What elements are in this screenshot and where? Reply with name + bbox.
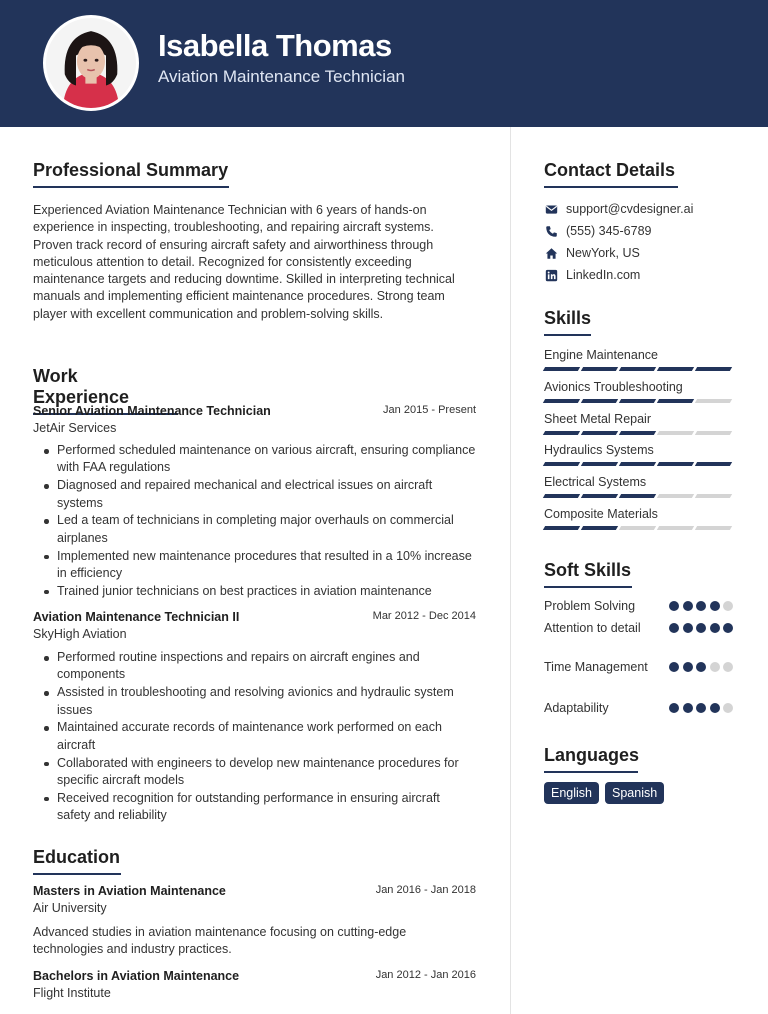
rating-dot-filled [696,623,706,633]
degree-title: Bachelors in Aviation Maintenance [33,969,240,983]
skill-segment-empty [695,494,732,498]
skill-segment-filled [543,462,580,466]
skill-segment-filled [619,367,656,371]
rating-dot-filled [683,623,693,633]
skill-segment-filled [695,367,732,371]
education-entry [33,969,476,1000]
rating-dot-filled [696,662,706,672]
soft-skill-item [544,598,734,616]
language-badge: English [544,782,599,804]
skills-section [544,308,591,336]
rating-dot-empty [723,601,733,611]
soft-skill-name: Adaptability [544,701,609,715]
skill-level-bar [544,494,734,498]
skill-segment-empty [695,431,732,435]
skill-level-bar [544,367,734,371]
profile-photo [46,18,136,108]
job-title: Senior Aviation Maintenance Technician [33,404,271,418]
rating-dot-filled [669,662,679,672]
skill-segment-empty [657,431,694,435]
rating-dot-filled [683,662,693,672]
skill-segment-empty [657,526,694,530]
home-icon [544,246,558,260]
company-name: JetAir Services [33,421,117,435]
bullet-item: Diagnosed and repaired mechanical and electrical issues on aircraft systems [33,477,476,512]
skill-segment-empty [657,494,694,498]
rating-dot-filled [669,601,679,611]
column-divider [510,127,511,1014]
school-name: Air University [33,901,107,915]
skill-name: Avionics Troubleshooting [544,380,683,394]
bullet-item: Performed routine inspections and repairs on aircraft engines and components [33,649,476,684]
soft-skill-rating [669,623,733,633]
skill-segment-filled [543,526,580,530]
education-date: Jan 2016 - Jan 2018 [375,884,476,896]
contact-heading: Contact Details [544,160,678,188]
contact-email[interactable] [544,202,693,216]
job-date: Mar 2012 - Dec 2014 [372,610,476,622]
rating-dot-filled [710,623,720,633]
summary-text: Experienced Aviation Maintenance Technician with 6 years of hands-on experience in inspecting, troubleshooting, and repairing aircraft systems. Proven track record of ensuring aircraft safety and airworthiness through meticulous attention to detail. Recognized for consistently exceeding maintenance targets and reducing downtime. Skilled in interpreting technical manuals and implementing efficient maintenance procedures. Strong team player with excellent communication and problem-solving skills. [33,203,455,321]
soft-skill-item [544,700,734,718]
job-bullets [33,649,476,825]
job-title: Aviation Maintenance Technician II [33,610,240,624]
skill-segment-filled [543,399,580,403]
skill-segment-filled [581,526,618,530]
skill-item [544,475,734,498]
soft-skill-name: Attention to detail [544,621,641,635]
soft-skill-item [544,620,734,638]
phone-icon [544,224,558,238]
skill-name: Sheet Metal Repair [544,412,652,426]
education-heading: Education [33,847,121,875]
linkedin-icon [544,268,558,282]
education-date: Jan 2012 - Jan 2016 [375,969,476,981]
rating-dot-filled [696,703,706,713]
job-entry [33,404,476,435]
rating-dot-empty [723,703,733,713]
language-badge: Spanish [605,782,664,804]
skill-segment-filled [581,494,618,498]
skill-item [544,507,734,530]
bullet-item: Trained junior technicians on best practices in aviation maintenance [33,583,476,600]
rating-dot-empty [710,662,720,672]
candidate-title: Aviation Maintenance Technician [158,67,405,86]
soft-skill-rating [669,601,733,611]
bullet-item: Assisted in troubleshooting and resolving avionics and hydraulic system issues [33,684,476,719]
skill-segment-filled [657,367,694,371]
skill-level-bar [544,399,734,403]
rating-dot-empty [723,662,733,672]
skill-item [544,380,734,403]
soft-skill-item [544,659,734,677]
skill-segment-empty [619,526,656,530]
languages-section [544,745,638,773]
skill-segment-filled [619,462,656,466]
skill-segment-filled [543,367,580,371]
bullet-item: Performed scheduled maintenance on various aircraft, ensuring compliance with FAA regulations [33,442,476,477]
soft-skill-name: Problem Solving [544,599,636,613]
school-name: Flight Institute [33,986,111,1000]
soft-skills-heading: Soft Skills [544,560,632,588]
skill-segment-filled [581,399,618,403]
email-text: support@cvdesigner.ai [566,202,694,216]
skills-heading: Skills [544,308,591,336]
rating-dot-filled [710,703,720,713]
skill-level-bar [544,462,734,466]
rating-dot-filled [669,623,679,633]
rating-dot-filled [669,703,679,713]
skill-segment-filled [543,494,580,498]
soft-skills-section [544,560,632,588]
skill-segment-filled [581,367,618,371]
skill-segment-empty [695,526,732,530]
skill-item [544,348,734,371]
envelope-icon [544,202,558,216]
languages-list [544,782,664,804]
skill-name: Composite Materials [544,507,658,521]
job-entry [33,610,476,641]
contact-section [544,160,678,188]
soft-skill-rating [669,703,733,713]
bullet-item: Maintained accurate records of maintenance work performed on each aircraft [33,719,476,754]
summary-section [33,160,229,188]
contact-linkedin[interactable] [544,268,640,282]
bullet-item: Led a team of technicians in completing major overhauls on commercial airplanes [33,512,476,547]
skill-name: Engine Maintenance [544,348,658,362]
avatar [43,15,139,111]
bullet-item: Implemented new maintenance procedures that resulted in a 10% increase in efficiency [33,548,476,583]
skill-name: Hydraulics Systems [544,443,654,457]
rating-dot-filled [696,601,706,611]
soft-skill-name: Time Management [544,660,648,674]
skill-segment-filled [543,431,580,435]
phone-text: (555) 345-6789 [566,224,652,238]
skill-segment-filled [581,462,618,466]
skill-segment-filled [657,462,694,466]
education-entry [33,884,476,915]
resume-header [0,0,768,127]
contact-location [544,246,640,260]
degree-title: Masters in Aviation Maintenance [33,884,226,898]
skill-level-bar [544,431,734,435]
skill-item [544,412,734,435]
education-section [33,847,121,875]
rating-dot-filled [710,601,720,611]
skill-name: Electrical Systems [544,475,647,489]
skill-segment-filled [695,462,732,466]
skill-item [544,443,734,466]
job-date: Jan 2015 - Present [383,404,476,416]
candidate-name: Isabella Thomas [158,28,392,63]
skill-segment-filled [657,399,694,403]
skill-segment-filled [619,399,656,403]
company-name: SkyHigh Aviation [33,627,127,641]
rating-dot-filled [683,703,693,713]
rating-dot-filled [723,623,733,633]
contact-phone[interactable] [544,224,651,238]
experience-heading: Work Experience [33,366,178,415]
rating-dot-filled [683,601,693,611]
skill-level-bar [544,526,734,530]
job-bullets [33,442,476,601]
summary-heading: Professional Summary [33,160,229,188]
bullet-item: Received recognition for outstanding performance in ensuring aircraft safety and reliability [33,790,476,825]
bullet-item: Collaborated with engineers to develop new maintenance procedures for specific aircraft models [33,755,476,790]
skill-segment-filled [581,431,618,435]
skill-segment-filled [619,494,656,498]
soft-skill-rating [669,662,733,672]
linkedin-text: LinkedIn.com [566,268,641,282]
education-description: Advanced studies in aviation maintenance focusing on cutting-edge technologies and industry practices. [33,925,407,957]
skill-segment-filled [619,431,656,435]
skill-segment-empty [695,399,732,403]
location-text: NewYork, US [566,246,640,260]
languages-heading: Languages [544,745,638,773]
